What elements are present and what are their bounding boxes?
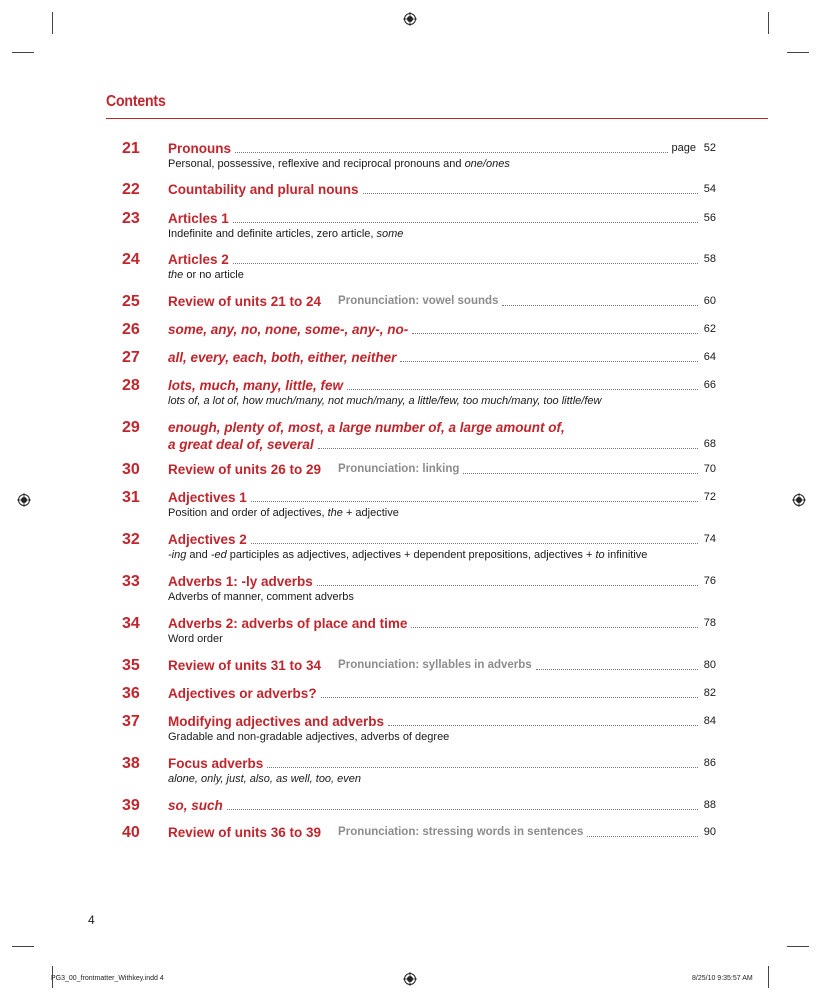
leader-dots xyxy=(251,500,698,502)
unit-number: 39 xyxy=(122,797,140,814)
unit-number: 30 xyxy=(122,461,140,478)
page-ref: 70 xyxy=(703,463,716,475)
toc-entry[interactable] xyxy=(106,713,716,744)
page-ref: 54 xyxy=(703,183,716,195)
leader-dots xyxy=(318,447,698,449)
toc-entry[interactable] xyxy=(106,321,716,339)
subtitle-segment: to xyxy=(595,549,605,561)
crop-mark xyxy=(787,946,809,947)
unit-title: Countability and plural nouns xyxy=(168,182,359,197)
page-ref: 58 xyxy=(703,253,716,265)
slug-filename: PG3_00_frontmatter_Withkey.indd 4 xyxy=(51,975,164,982)
leader-dots xyxy=(411,626,698,628)
pronunciation-topic: Pronunciation: vowel sounds xyxy=(338,295,499,307)
leader-dots xyxy=(587,835,698,837)
page-ref: 88 xyxy=(703,799,716,811)
crop-mark xyxy=(768,966,769,988)
leader-dots xyxy=(267,766,698,768)
subtitle-segment: one/ones xyxy=(464,158,510,170)
toc-entry[interactable] xyxy=(106,293,716,311)
page-ref: 82 xyxy=(703,687,716,699)
leader-dots xyxy=(347,388,698,390)
toc-entry[interactable] xyxy=(106,210,716,241)
leader-dots xyxy=(363,192,699,194)
page-ref: 80 xyxy=(703,659,716,671)
page-ref: 72 xyxy=(703,491,716,503)
unit-title: Review of units 26 to 29 xyxy=(168,462,322,477)
unit-number: 33 xyxy=(122,573,140,590)
unit-number: 21 xyxy=(122,140,140,157)
unit-number: 25 xyxy=(122,293,140,310)
crop-mark xyxy=(52,12,53,34)
unit-title: Adverbs 1: -ly adverbs xyxy=(168,574,313,589)
leader-dots xyxy=(388,724,698,726)
toc-entry[interactable] xyxy=(106,531,716,562)
crop-mark xyxy=(787,52,809,53)
leader-dots xyxy=(400,360,698,362)
unit-subtitle xyxy=(168,730,716,744)
leader-dots xyxy=(321,696,698,698)
subtitle-segment: some xyxy=(376,228,404,240)
subtitle-segment: + adjective xyxy=(342,507,399,519)
toc-entry[interactable] xyxy=(106,824,716,842)
unit-number: 24 xyxy=(122,251,140,268)
unit-title: Modifying adjectives and adverbs xyxy=(168,714,385,729)
unit-subtitle xyxy=(168,506,716,520)
unit-number: 29 xyxy=(122,419,140,436)
unit-title: Focus adverbs xyxy=(168,756,264,771)
subtitle-segment: Gradable and non-gradable adjectives, adverbs of degree xyxy=(168,731,450,743)
unit-title: Adjectives 1 xyxy=(168,490,247,505)
unit-number: 35 xyxy=(122,657,140,674)
page-ref: 68 xyxy=(703,438,716,450)
unit-number: 27 xyxy=(122,349,140,366)
pronunciation-topic: Pronunciation: stressing words in sentences xyxy=(338,826,584,838)
subtitle-segment: Adverbs of manner, comment adverbs xyxy=(168,591,354,603)
page-ref: 60 xyxy=(703,295,716,307)
subtitle-segment: the xyxy=(327,507,343,519)
pronunciation-topic: Pronunciation: linking xyxy=(338,463,460,475)
leader-dots xyxy=(235,151,668,153)
registration-mark-icon xyxy=(792,493,806,507)
subtitle-segment: Indefinite and definite articles, zero article, xyxy=(168,228,377,240)
unit-number: 38 xyxy=(122,755,140,772)
unit-subtitle xyxy=(168,227,716,241)
toc-entry[interactable] xyxy=(106,615,716,646)
toc-entry[interactable] xyxy=(106,685,716,703)
page-ref: 76 xyxy=(703,575,716,587)
registration-mark-icon xyxy=(403,12,417,26)
unit-number: 22 xyxy=(122,181,140,198)
unit-title: Pronouns xyxy=(168,141,231,156)
toc-entry[interactable] xyxy=(106,349,716,367)
subtitle-segment: alone, only, just, also, as well, too, even xyxy=(168,773,362,785)
unit-title: lots, much, many, little, few xyxy=(168,378,344,393)
crop-mark xyxy=(12,946,34,947)
toc-entry[interactable] xyxy=(106,140,716,171)
slug-timestamp: 8/25/10 9:35:57 AM xyxy=(692,975,753,982)
page-ref: 62 xyxy=(703,323,716,335)
page-label: page xyxy=(671,142,696,154)
toc-entry[interactable] xyxy=(106,377,716,408)
leader-dots xyxy=(317,584,698,586)
page-ref: 84 xyxy=(703,715,716,727)
subtitle-segment: lots of, a lot of, how much/many, not much/many, a little/few, too much/many, too little/few xyxy=(168,395,602,407)
unit-title: Articles 2 xyxy=(168,252,229,267)
leader-dots xyxy=(233,262,698,264)
page-ref: 64 xyxy=(703,351,716,363)
leader-dots xyxy=(412,332,698,334)
unit-title: Review of units 21 to 24 xyxy=(168,294,322,309)
toc-entry[interactable] xyxy=(106,797,716,815)
unit-number: 32 xyxy=(122,531,140,548)
subtitle-segment: Position and order of adjectives, xyxy=(168,507,328,519)
toc-entry[interactable] xyxy=(106,657,716,675)
page-number: 4 xyxy=(88,913,95,927)
page-ref: 74 xyxy=(703,533,716,545)
page-ref: 90 xyxy=(703,826,716,838)
subtitle-segment: -ed xyxy=(210,549,227,561)
unit-title: Adverbs 2: adverbs of place and time xyxy=(168,616,408,631)
subtitle-segment: and xyxy=(186,549,211,561)
toc-entry[interactable] xyxy=(106,461,716,479)
page-title: Contents xyxy=(106,93,166,110)
page-ref: 52 xyxy=(703,142,716,154)
unit-number: 40 xyxy=(122,824,140,841)
unit-title: Review of units 36 to 39 xyxy=(168,825,322,840)
unit-title: some, any, no, none, some-, any-, no- xyxy=(168,322,409,337)
crop-mark xyxy=(768,12,769,34)
title-divider xyxy=(106,118,768,119)
unit-title: enough, plenty of, most, a large number of, a large amount of, xyxy=(168,420,565,435)
leader-dots xyxy=(251,542,698,544)
unit-title: Review of units 31 to 34 xyxy=(168,658,322,673)
page-ref: 66 xyxy=(703,379,716,391)
subtitle-segment: participles as adjectives, adjectives + dependent prepositions, adjectives + xyxy=(226,549,596,561)
unit-title: Adjectives or adverbs? xyxy=(168,686,317,701)
leader-dots xyxy=(502,304,698,306)
unit-title: all, every, each, both, either, neither xyxy=(168,350,397,365)
page-ref: 78 xyxy=(703,617,716,629)
registration-mark-icon xyxy=(17,493,31,507)
toc-entry[interactable] xyxy=(106,489,716,520)
subtitle-segment: infinitive xyxy=(604,549,648,561)
leader-dots xyxy=(233,221,698,223)
toc-entry[interactable] xyxy=(106,573,716,604)
subtitle-segment: or no article xyxy=(183,269,244,281)
unit-title-continued: a great deal of, several xyxy=(168,437,314,452)
unit-subtitle xyxy=(168,590,716,604)
leader-dots xyxy=(463,472,698,474)
unit-subtitle xyxy=(168,772,716,786)
unit-number: 34 xyxy=(122,615,140,632)
leader-dots xyxy=(536,668,698,670)
unit-number: 36 xyxy=(122,685,140,702)
page-ref: 86 xyxy=(703,757,716,769)
crop-mark xyxy=(12,52,34,53)
subtitle-segment: Word order xyxy=(168,633,223,645)
unit-subtitle xyxy=(168,548,716,562)
toc-entry[interactable] xyxy=(106,181,716,199)
unit-subtitle xyxy=(168,157,716,171)
unit-subtitle xyxy=(168,394,716,408)
unit-number: 28 xyxy=(122,377,140,394)
unit-title: so, such xyxy=(168,798,223,813)
registration-mark-icon xyxy=(403,972,417,986)
unit-title: Articles 1 xyxy=(168,211,229,226)
unit-title: Adjectives 2 xyxy=(168,532,247,547)
toc-entry[interactable] xyxy=(106,251,716,282)
unit-number: 23 xyxy=(122,210,140,227)
toc-entry[interactable] xyxy=(106,755,716,786)
unit-number: 31 xyxy=(122,489,140,506)
toc-entry[interactable] xyxy=(106,419,716,453)
unit-subtitle xyxy=(168,632,716,646)
unit-number: 37 xyxy=(122,713,140,730)
subtitle-segment: -ing xyxy=(168,549,187,561)
leader-dots xyxy=(227,808,698,810)
subtitle-segment: Personal, possessive, reflexive and reciprocal pronouns and xyxy=(168,158,465,170)
unit-number: 26 xyxy=(122,321,140,338)
subtitle-segment: the xyxy=(168,269,184,281)
unit-subtitle xyxy=(168,268,716,282)
pronunciation-topic: Pronunciation: syllables in adverbs xyxy=(338,659,532,671)
page-ref: 56 xyxy=(703,212,716,224)
